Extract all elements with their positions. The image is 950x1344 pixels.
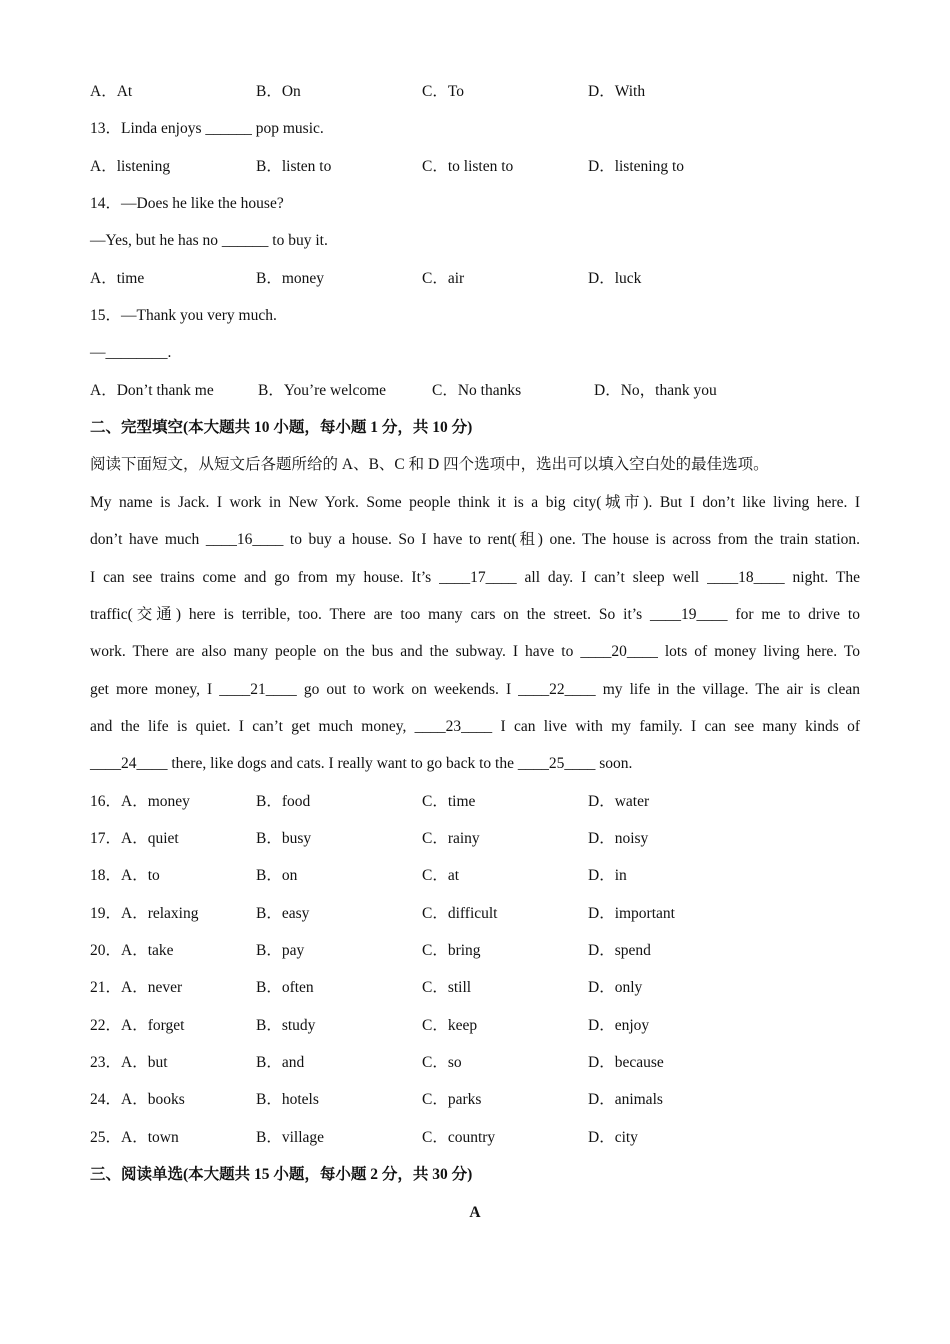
option-b: B．easy [256,905,310,922]
option-c: C．at [422,867,460,884]
q13-stem: 13．Linda enjoys ______ pop music. [90,120,324,137]
option-a: 19．A．relaxing [90,905,199,922]
q15-option-b: B．You’re welcome [258,382,387,399]
option-b: B．on [256,867,298,884]
q12-option-a: A．At [90,83,133,100]
q14-stem-reply: —Yes, but he has no ______ to buy it. [90,232,328,249]
option-d: D．enjoy [588,1017,650,1034]
option-c: C．difficult [422,905,498,922]
option-d: D．animals [588,1091,663,1108]
q13-option-c: C．to listen to [422,158,514,175]
option-b: B．and [256,1054,305,1071]
section2-instruction: 阅读下面短文，从短文后各题所给的 A、B、C 和 D 四个选项中，选出可以填入空白处的最佳选项。 [90,456,769,473]
passage-line: My name is Jack. I work in New York. Some people think it is a big city(城市). But I don’t like living here. I [90,494,860,511]
passage-line: work. There are also many people on the bus and the subway. I have to ____20____ lots of money living here. To [90,643,860,660]
option-c: C．so [422,1054,462,1071]
option-a: 23．A．but [90,1054,168,1071]
q15-option-d: D．No，thank you [594,382,717,399]
option-c: C．keep [422,1017,478,1034]
option-b: B．food [256,793,311,810]
q14-option-c: C．air [422,270,465,287]
option-d: D．only [588,979,643,996]
q13-option-a: A．listening [90,158,171,175]
option-c: C．country [422,1129,496,1146]
option-a: 20．A．take [90,942,174,959]
option-a: 17．A．quiet [90,830,179,847]
q14-stem: 14．—Does he like the house? [90,195,284,212]
option-a: 24．A．books [90,1091,185,1108]
q14-option-d: D．luck [588,270,642,287]
passage-line: I can see trains come and go from my house. It’s ____17____ all day. I can’t sleep well ____18____ night. The [90,569,860,586]
q14-option-b: B．money [256,270,325,287]
q12-option-d: D．With [588,83,646,100]
option-b: B．busy [256,830,312,847]
q15-stem: 15．—Thank you very much. [90,307,277,324]
q12-option-c: C．To [422,83,464,100]
passage-line: ____24____ there, like dogs and cats. I really want to go back to the ____25____ soon. [90,755,633,772]
option-a: 16．A．money [90,793,190,810]
option-d: D．important [588,905,675,922]
section3-heading: 三、阅读单选(本大题共 15 小题，每小题 2 分，共 30 分) [90,1166,473,1183]
option-d: D．water [588,793,650,810]
option-c: C．parks [422,1091,482,1108]
q15-stem-reply: —________. [90,344,172,361]
option-b: B．study [256,1017,316,1034]
q13-option-d: D．listening to [588,158,685,175]
option-c: C．time [422,793,476,810]
option-a: 21．A．never [90,979,183,996]
q12-option-b: B．On [256,83,301,100]
option-d: D．spend [588,942,651,959]
option-b: B．village [256,1129,325,1146]
q14-option-a: A．time [90,270,145,287]
passage-line: traffic(交通) here is terrible, too. There are too many cars on the street. So it’s ____19____ for me to drive to [90,606,860,623]
option-b: B．often [256,979,314,996]
option-d: D．in [588,867,627,884]
option-b: B．hotels [256,1091,319,1108]
option-d: D．city [588,1129,638,1146]
q13-option-b: B．listen to [256,158,332,175]
option-d: D．noisy [588,830,649,847]
q15-option-c: C．No thanks [432,382,522,399]
option-c: C．bring [422,942,481,959]
option-d: D．because [588,1054,664,1071]
option-c: C．rainy [422,830,480,847]
option-a: 22．A．forget [90,1017,185,1034]
option-a: 18．A．to [90,867,160,884]
option-c: C．still [422,979,472,996]
passage-line: and the life is quiet. I can’t get much money, ____23____ I can live with my family. I can see many kinds of [90,718,860,735]
option-b: B．pay [256,942,305,959]
passage-line: get more money, I ____21____ go out to work on weekends. I ____22____ my life in the village. The air is clean [90,681,860,698]
section2-heading: 二、完型填空(本大题共 10 小题，每小题 1 分，共 10 分) [90,419,473,436]
q15-option-a: A．Don’t thank me [90,382,214,399]
passage-a-label: A [469,1204,481,1221]
option-a: 25．A．town [90,1129,179,1146]
passage-line: don’t have much ____16____ to buy a house. So I have to rent(租) one. The house is across from the train station. [90,531,860,548]
